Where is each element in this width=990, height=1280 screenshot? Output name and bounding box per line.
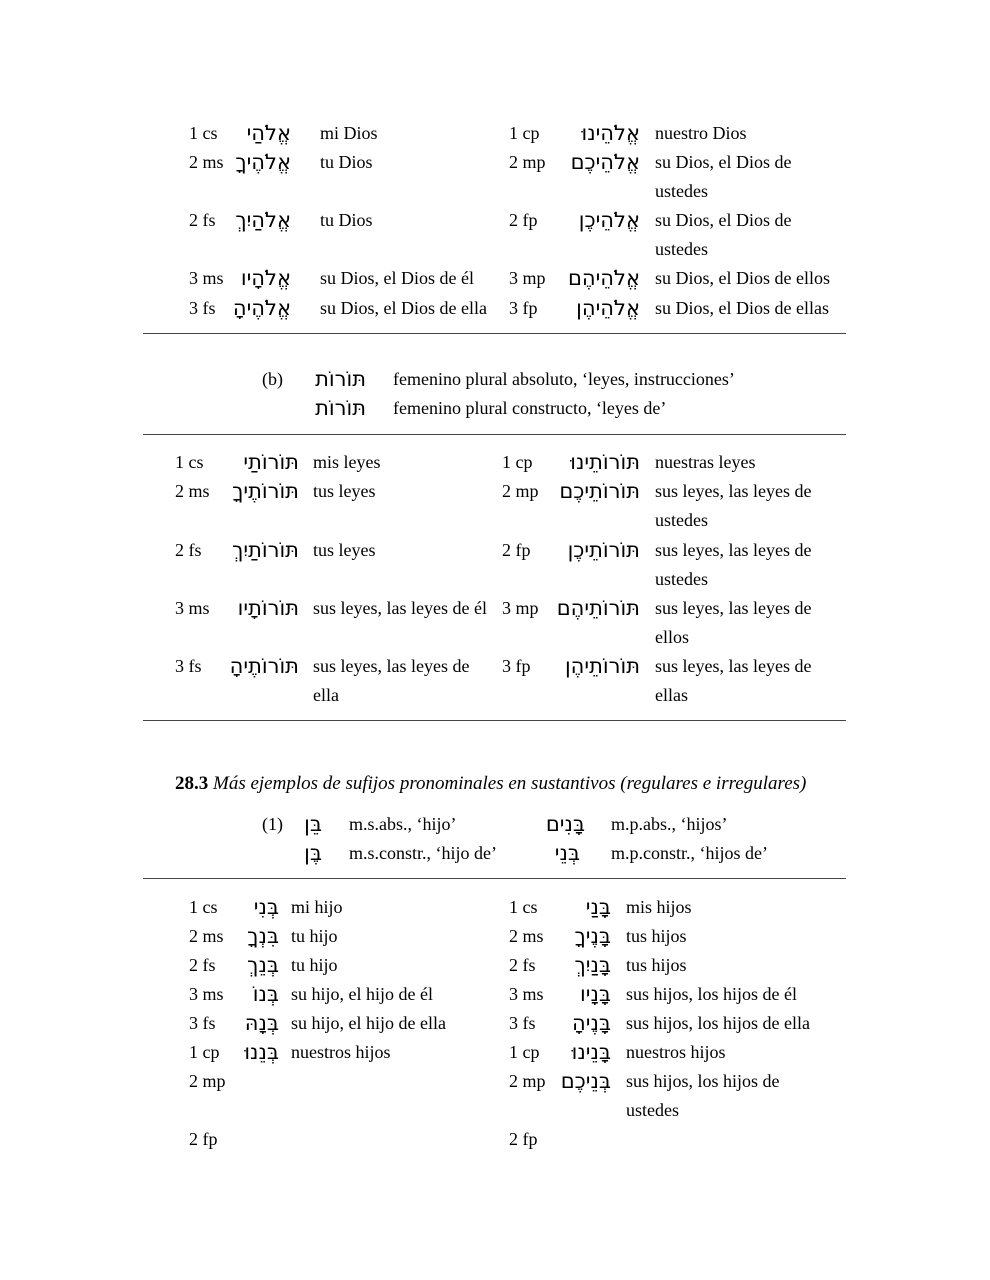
person-label: 2 fs bbox=[175, 540, 202, 560]
hebrew-form: בָּנִים bbox=[545, 812, 585, 836]
person-label: 2 fp bbox=[509, 1129, 538, 1149]
gloss: femenino plural absoluto, ‘leyes, instrucciones’ bbox=[393, 369, 735, 389]
table-row bbox=[0, 980, 990, 1009]
person-label: 2 ms bbox=[189, 926, 224, 946]
hebrew-form: בְּנֵנוּ bbox=[244, 1040, 279, 1064]
person-label: 1 cs bbox=[509, 897, 538, 917]
gloss: su Dios, el Dios de ustedes bbox=[655, 210, 792, 259]
person-label: 2 ms bbox=[509, 926, 544, 946]
gloss: femenino plural constructo, ‘leyes de’ bbox=[393, 398, 667, 418]
person-label: 1 cp bbox=[502, 452, 533, 472]
table-row bbox=[0, 1125, 990, 1154]
gloss: m.s.abs., ‘hijo’ bbox=[349, 814, 457, 834]
person-label: 2 mp bbox=[509, 1071, 546, 1091]
table-row bbox=[0, 1038, 990, 1067]
person-label: 3 fs bbox=[509, 1013, 536, 1033]
person-label: 3 fp bbox=[502, 656, 531, 676]
hebrew-form: תּוֹרוֹתֵיהֶם bbox=[556, 596, 640, 620]
form-line bbox=[0, 365, 990, 394]
hebrew-form: תּוֹרוֹתֶיהָ bbox=[229, 654, 299, 678]
table-row bbox=[0, 922, 990, 951]
hebrew-form: בֵּן bbox=[304, 812, 322, 836]
gloss: tu hijo bbox=[291, 926, 338, 946]
hebrew-form: אֱלֹהֶיךָ bbox=[235, 150, 291, 174]
hebrew-form: תּוֹרוֹת bbox=[315, 396, 366, 420]
person-label: 1 cs bbox=[175, 452, 204, 472]
person-label: 1 cs bbox=[189, 123, 218, 143]
gloss: sus leyes, las leyes de ustedes bbox=[655, 540, 812, 589]
person-label: 2 fs bbox=[189, 210, 216, 230]
hebrew-form: אֱלֹהַי bbox=[246, 121, 291, 145]
hebrew-form: בְּנֵךְ bbox=[247, 953, 279, 977]
person-label: 2 mp bbox=[502, 481, 539, 501]
hebrew-form: אֱלֹהַיִךְ bbox=[235, 208, 291, 232]
person-label: 2 fp bbox=[189, 1129, 218, 1149]
hebrew-form: בָּנֵינוּ bbox=[571, 1040, 611, 1064]
table-row bbox=[0, 536, 990, 594]
section-title: Más ejemplos de sufijos pronominales en sustantivos (regulares e irregulares) bbox=[213, 773, 807, 794]
gloss: mis leyes bbox=[313, 452, 381, 472]
person-label: 2 fs bbox=[509, 955, 536, 975]
person-label: 2 fs bbox=[189, 955, 216, 975]
gloss: sus hijos, los hijos de ella bbox=[626, 1013, 810, 1033]
hebrew-form: בְּנוֹ bbox=[252, 982, 279, 1006]
person-label: 3 fs bbox=[175, 656, 202, 676]
table-divider bbox=[143, 434, 846, 435]
hebrew-form: תּוֹרוֹתָיו bbox=[237, 596, 299, 620]
gloss: tus leyes bbox=[313, 481, 376, 501]
table-row bbox=[0, 477, 990, 535]
table-row bbox=[0, 893, 990, 922]
hebrew-form: אֱלֹהָיו bbox=[240, 266, 291, 290]
hebrew-form: תּוֹרוֹתֵיכֶם bbox=[559, 479, 640, 503]
gloss: su Dios, el Dios de ustedes bbox=[655, 152, 792, 201]
person-label: 1 cp bbox=[189, 1042, 220, 1062]
hebrew-form: בְּנֵי bbox=[554, 841, 580, 865]
person-label: 3 fs bbox=[189, 298, 216, 318]
gloss: nuestros hijos bbox=[626, 1042, 726, 1062]
gloss: tus hijos bbox=[626, 955, 687, 975]
person-label: 2 mp bbox=[509, 152, 546, 172]
gloss: sus hijos, los hijos de ustedes bbox=[626, 1071, 780, 1120]
person-label: 1 cp bbox=[509, 1042, 540, 1062]
hebrew-form: בָּנֶיךָ bbox=[574, 924, 611, 948]
gloss: tu Dios bbox=[320, 210, 373, 230]
gloss: sus leyes, las leyes de ellas bbox=[655, 656, 812, 705]
table-row bbox=[0, 264, 990, 293]
table-row bbox=[0, 1067, 990, 1125]
person-label: 3 mp bbox=[509, 268, 546, 288]
hebrew-form: תּוֹרוֹת bbox=[315, 367, 366, 391]
table-row bbox=[0, 448, 990, 477]
table-divider bbox=[143, 720, 846, 721]
person-label: 3 fs bbox=[189, 1013, 216, 1033]
person-label: 3 ms bbox=[189, 984, 224, 1004]
hebrew-form: אֱלֹהֵינוּ bbox=[581, 121, 640, 145]
hebrew-form: תּוֹרוֹתֵיהֶן bbox=[564, 654, 640, 678]
gloss: su hijo, el hijo de él bbox=[291, 984, 433, 1004]
gloss: sus leyes, las leyes de ellos bbox=[655, 598, 812, 647]
person-label: 1 cp bbox=[509, 123, 540, 143]
hebrew-form: בָּנַי bbox=[585, 895, 611, 919]
gloss: sus leyes, las leyes de ella bbox=[313, 656, 470, 705]
hebrew-form: בָּנָיו bbox=[580, 982, 611, 1006]
person-label: 1 cs bbox=[189, 897, 218, 917]
gloss: su Dios, el Dios de él bbox=[320, 268, 474, 288]
table-row bbox=[0, 119, 990, 148]
person-label: 2 ms bbox=[175, 481, 210, 501]
person-label: 3 ms bbox=[189, 268, 224, 288]
hebrew-form: תּוֹרוֹתֶיךָ bbox=[232, 479, 299, 503]
hebrew-form: בִּנְךָ bbox=[247, 924, 279, 948]
gloss: tus hijos bbox=[626, 926, 687, 946]
hebrew-form: תּוֹרוֹתֵינוּ bbox=[570, 450, 640, 474]
table-row bbox=[0, 951, 990, 980]
hebrew-form: תּוֹרוֹתֵיכֶן bbox=[567, 538, 640, 562]
hebrew-form: בֶּן bbox=[304, 841, 322, 865]
hebrew-form: אֱלֹהֵיכֶן bbox=[578, 208, 640, 232]
table-row bbox=[0, 1009, 990, 1038]
gloss: sus leyes, las leyes de ustedes bbox=[655, 481, 812, 530]
person-label: 3 ms bbox=[175, 598, 210, 618]
person-label: 3 mp bbox=[502, 598, 539, 618]
gloss: su Dios, el Dios de ellos bbox=[655, 268, 830, 288]
gloss: nuestros hijos bbox=[291, 1042, 391, 1062]
form-line bbox=[0, 810, 990, 839]
hebrew-form: תּוֹרוֹתַי bbox=[243, 450, 299, 474]
gloss: sus hijos, los hijos de él bbox=[626, 984, 798, 1004]
section-number: 28.3 bbox=[175, 773, 209, 794]
gloss: m.p.constr., ‘hijos de’ bbox=[611, 843, 768, 863]
gloss: nuestras leyes bbox=[655, 452, 756, 472]
gloss: tus leyes bbox=[313, 540, 376, 560]
gloss: tu hijo bbox=[291, 955, 338, 975]
table-row bbox=[0, 594, 990, 652]
table-divider bbox=[143, 878, 846, 879]
gloss: su Dios, el Dios de ellas bbox=[655, 298, 829, 318]
form-line bbox=[0, 839, 990, 868]
hebrew-form: בָּנֶיהָ bbox=[572, 1011, 611, 1035]
hebrew-form: אֱלֹהֵיהֶן bbox=[576, 296, 640, 320]
hebrew-form: בְּנָהּ bbox=[244, 1011, 279, 1035]
gloss: mi hijo bbox=[291, 897, 343, 917]
hebrew-form: תּוֹרוֹתַיִךְ bbox=[232, 538, 299, 562]
table-row bbox=[0, 294, 990, 323]
section-heading bbox=[175, 770, 806, 798]
form-line bbox=[0, 394, 990, 423]
table-divider bbox=[143, 333, 846, 334]
person-label: 2 fp bbox=[509, 210, 538, 230]
hebrew-form: בְּנֵיכֶם bbox=[560, 1069, 611, 1093]
example-label: (1) bbox=[262, 814, 283, 834]
gloss: tu Dios bbox=[320, 152, 373, 172]
person-label: 3 ms bbox=[509, 984, 544, 1004]
person-label: 3 fp bbox=[509, 298, 538, 318]
gloss: m.s.constr., ‘hijo de’ bbox=[349, 843, 497, 863]
example-label: (b) bbox=[262, 369, 283, 389]
person-label: 2 ms bbox=[189, 152, 224, 172]
gloss: m.p.abs., ‘hijos’ bbox=[611, 814, 728, 834]
gloss: su hijo, el hijo de ella bbox=[291, 1013, 446, 1033]
gloss: sus leyes, las leyes de él bbox=[313, 598, 487, 618]
table-row bbox=[0, 148, 990, 206]
person-label: 2 fp bbox=[502, 540, 531, 560]
hebrew-form: בְּנִי bbox=[253, 895, 279, 919]
gloss: mis hijos bbox=[626, 897, 692, 917]
table-row bbox=[0, 206, 990, 264]
table-row bbox=[0, 652, 990, 710]
hebrew-form: אֱלֹהֵיכֶם bbox=[570, 150, 640, 174]
gloss: nuestro Dios bbox=[655, 123, 747, 143]
hebrew-form: אֱלֹהֵיהֶם bbox=[567, 266, 640, 290]
person-label: 2 mp bbox=[189, 1071, 226, 1091]
gloss: mi Dios bbox=[320, 123, 378, 143]
hebrew-form: בָּנַיִךְ bbox=[574, 953, 611, 977]
hebrew-form: אֱלֹהֶיהָ bbox=[232, 296, 291, 320]
gloss: su Dios, el Dios de ella bbox=[320, 298, 487, 318]
